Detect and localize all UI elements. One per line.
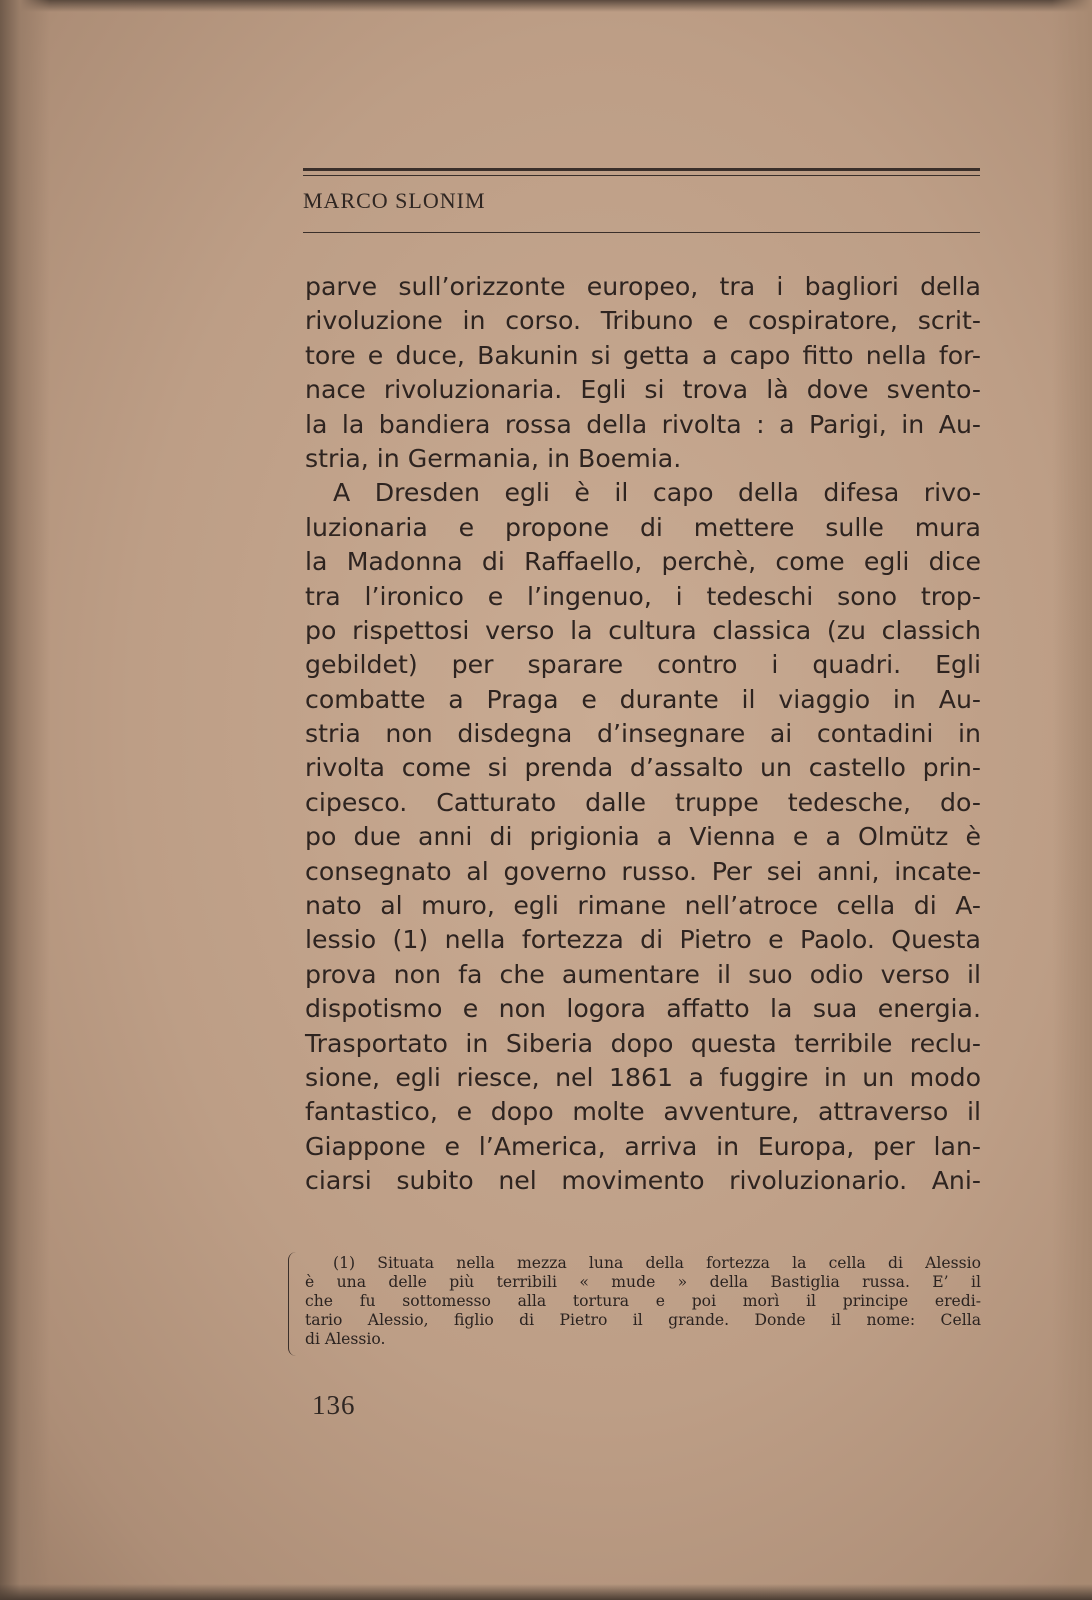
page-left-edge [0, 0, 50, 1600]
text-line: fantastico, e dopo molte avventure, attraverso il [305, 1097, 981, 1127]
text-line: po rispettosi verso la cultura classica (zu classich [305, 615, 981, 645]
text-line: po due anni di prigionia a Vienna e a Olmütz è [305, 822, 981, 852]
footnote-line: è una delle più terribili « mude » della Bastiglia russa. E’ il [305, 1273, 981, 1291]
body-text [305, 270, 981, 1199]
header-double-rule [303, 168, 980, 176]
text-line: nato al muro, egli rimane nell’atroce cella di A- [305, 891, 981, 921]
text-line: stria, in Germania, in Boemia. [305, 443, 682, 473]
text-line: combatte a Praga e durante il viaggio in Au- [305, 684, 981, 714]
footnote-line: di Alessio. [305, 1330, 386, 1348]
footnote-line: (1) Situata nella mezza luna della fortezza la cella di Alessio [333, 1254, 981, 1272]
text-line: consegnato al governo russo. Per sei anni, incate- [305, 856, 981, 886]
text-line: ciarsi subito nel movimento rivoluzionario. Ani- [305, 1166, 981, 1196]
page-number: 136 [312, 1390, 356, 1420]
text-line: la Madonna di Raffaello, perchè, come egli dice [305, 547, 981, 577]
text-line: rivoluzione in corso. Tribuno e cospiratore, scrit- [305, 306, 981, 336]
footnote-line: tario Alessio, figlio di Pietro il grande. Donde il nome: Cella [305, 1311, 981, 1329]
page-bottom-edge [0, 1584, 1092, 1600]
text-line: nace rivoluzionaria. Egli si trova là dove svento- [305, 375, 981, 405]
text-line: A Dresden egli è il capo della difesa rivo- [333, 478, 981, 508]
text-line: tra l’ironico e l’ingenuo, i tedeschi sono trop- [305, 581, 981, 611]
text-line: rivolta come si prenda d’assalto un castello prin- [305, 753, 981, 783]
text-line: prova non fa che aumentare il suo odio verso il [305, 959, 981, 989]
text-line: Giappone e l’America, arriva in Europa, per lan- [305, 1131, 981, 1161]
text-line: cipesco. Catturato dalle truppe tedesche, do- [305, 787, 981, 817]
text-line: gebildet) per sparare contro i quadri. Egli [305, 650, 981, 680]
text-line: lessio (1) nella fortezza di Pietro e Paolo. Questa [305, 925, 981, 955]
footnote-bracket [288, 1252, 297, 1356]
text-line: la la bandiera rossa della rivolta : a Parigi, in Au- [305, 409, 981, 439]
text-line: luzionaria e propone di mettere sulle mura [305, 512, 981, 542]
text-line: sione, egli riesce, nel 1861 a fuggire in un modo [305, 1062, 981, 1092]
text-line: parve sull’orizzonte europeo, tra i bagliori della [305, 272, 981, 301]
text-line: tore e duce, Bakunin si getta a capo fitto nella for- [305, 340, 981, 370]
header-underline-rule [303, 232, 980, 233]
footnote-line: che fu sottomesso alla tortura e poi morì il principe eredi- [305, 1292, 981, 1310]
page-right-edge [1052, 0, 1092, 1600]
text-line: dispotismo e non logora affatto la sua energia. [305, 994, 981, 1024]
text-line: stria non disdegna d’insegnare ai contadini in [305, 719, 981, 749]
footnote [305, 1254, 981, 1349]
running-head: MARCO SLONIM [303, 188, 486, 213]
page-top-edge [0, 0, 1092, 12]
text-line: Trasportato in Siberia dopo questa terribile reclu- [305, 1028, 981, 1058]
